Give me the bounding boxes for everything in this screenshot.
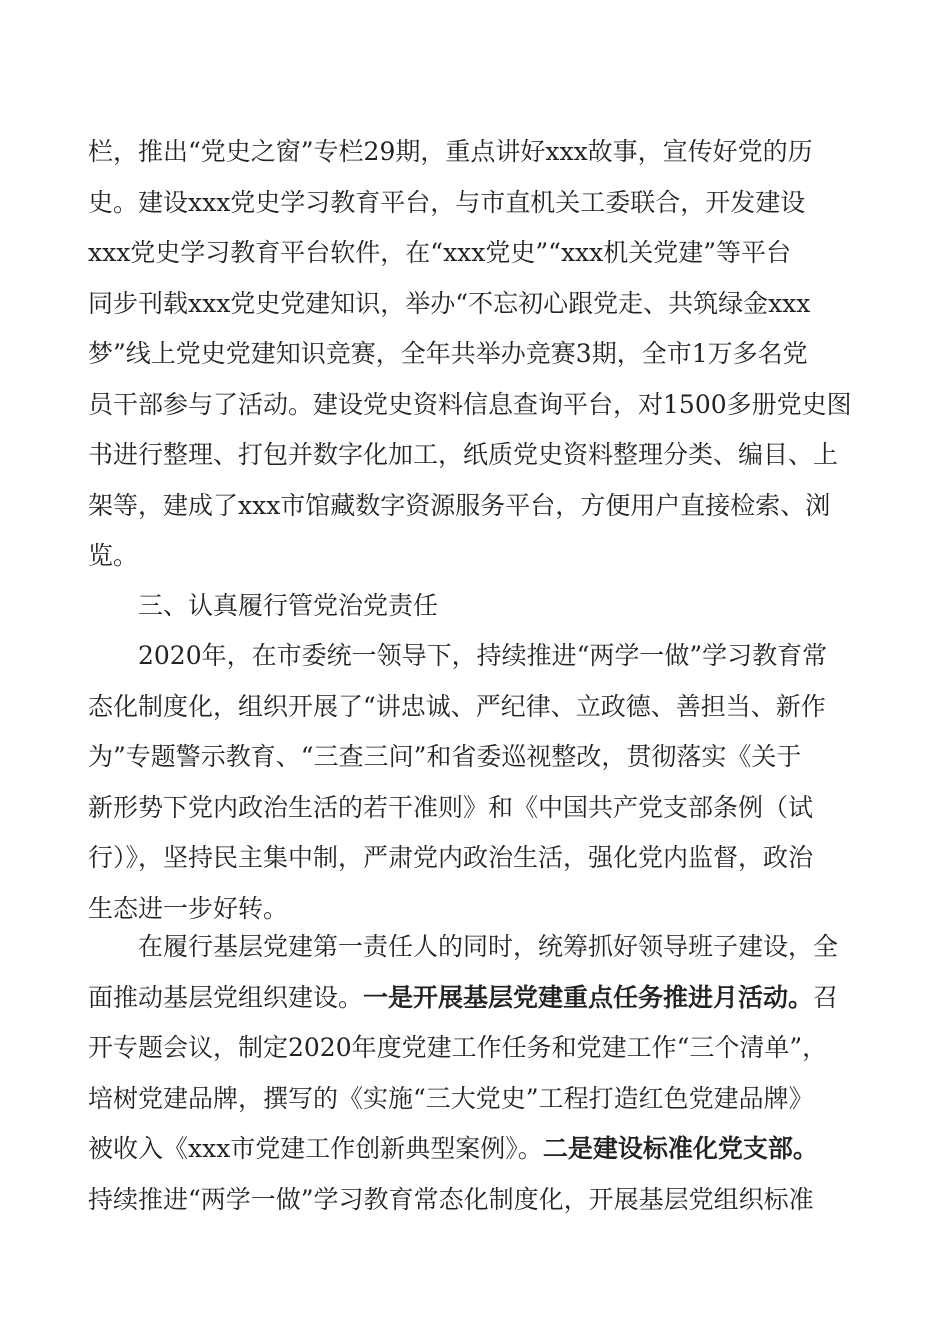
text-line: 态化制度化，组织开展了“讲忠诚、严纪律、立政德、善担当、新作: [88, 691, 826, 721]
text-line: [88, 1124, 863, 1175]
text-line: 在履行基层党建第一责任人的同时，统筹抓好领导班子建设，全: [138, 932, 839, 961]
plain-text: 召: [813, 982, 839, 1012]
text-line: 梦”线上党史党建知识竞赛，全年共举办竞赛3期，全市1万多名党: [88, 339, 808, 368]
paragraph-2: [88, 631, 863, 934]
text-line: 持续推进“两学一做”学习教育常态化制度化，开展基层党组织标准: [88, 1184, 814, 1214]
text-line: 览。: [88, 541, 139, 570]
text-line: 培树党建品牌，撰写的《实施“三大党史”工程打造红色党建品牌》: [88, 1083, 814, 1113]
emphasis-item-2: 二是建设标准化党支部。: [542, 1134, 818, 1163]
text-line: 为”专题警示教育、“三查三问”和省委巡视整改，贯彻落实《关于: [88, 742, 802, 771]
text-line: 开专题会议，制定2020年度党建工作任务和党建工作“三个清单”，: [88, 1033, 828, 1062]
text-line: 新形势下党内政治生活的若干准则》和《中国共产党支部条例（试: [88, 792, 814, 822]
text-line: 栏，推出“党史之窗”专栏29期，重点讲好xxx故事，宣传好党的历: [88, 137, 813, 166]
text-line: 同步刊载xxx党史党建知识，举办“不忘初心跟党走、共筑绿金xxx: [88, 288, 811, 318]
text-line: 书进行整理、打包并数字化加工，纸质党史资料整理分类、编目、上: [88, 440, 839, 469]
text-line: xxx党史学习教育平台软件，在“xxx党史”“xxx机关党建”等平台: [88, 238, 792, 267]
text-line: 行）》，坚持民主集中制，严肃党内政治生活，强化党内监督，政治: [88, 843, 814, 872]
emphasis-item-1: 一是开展基层党建重点任务推进月活动。: [363, 982, 814, 1012]
text-line: 员干部参与了活动。建设党史资料信息查询平台，对1500多册党史图: [88, 389, 852, 419]
text-line: 生态进一步好转。: [88, 893, 289, 923]
section-heading: [88, 581, 863, 632]
paragraph-1: [88, 127, 863, 582]
section-3-title: 三、认真履行管党治党责任: [138, 591, 439, 620]
text-line: 史。建设xxx党史学习教育平台，与市直机关工委联合，开发建设: [88, 187, 806, 217]
text-line: 架等，建成了xxx市馆藏数字资源服务平台，方便用户直接检索、浏: [88, 490, 831, 520]
paragraph-3: [88, 922, 863, 1225]
text-line: [88, 973, 863, 1024]
plain-text: 面推动基层党组织建设。: [88, 982, 364, 1012]
text-line: 2020年，在市委统一领导下，持续推进“两学一做”学习教育常: [138, 641, 828, 670]
plain-text: 被收入《xxx市党建工作创新典型案例》。: [88, 1134, 543, 1163]
